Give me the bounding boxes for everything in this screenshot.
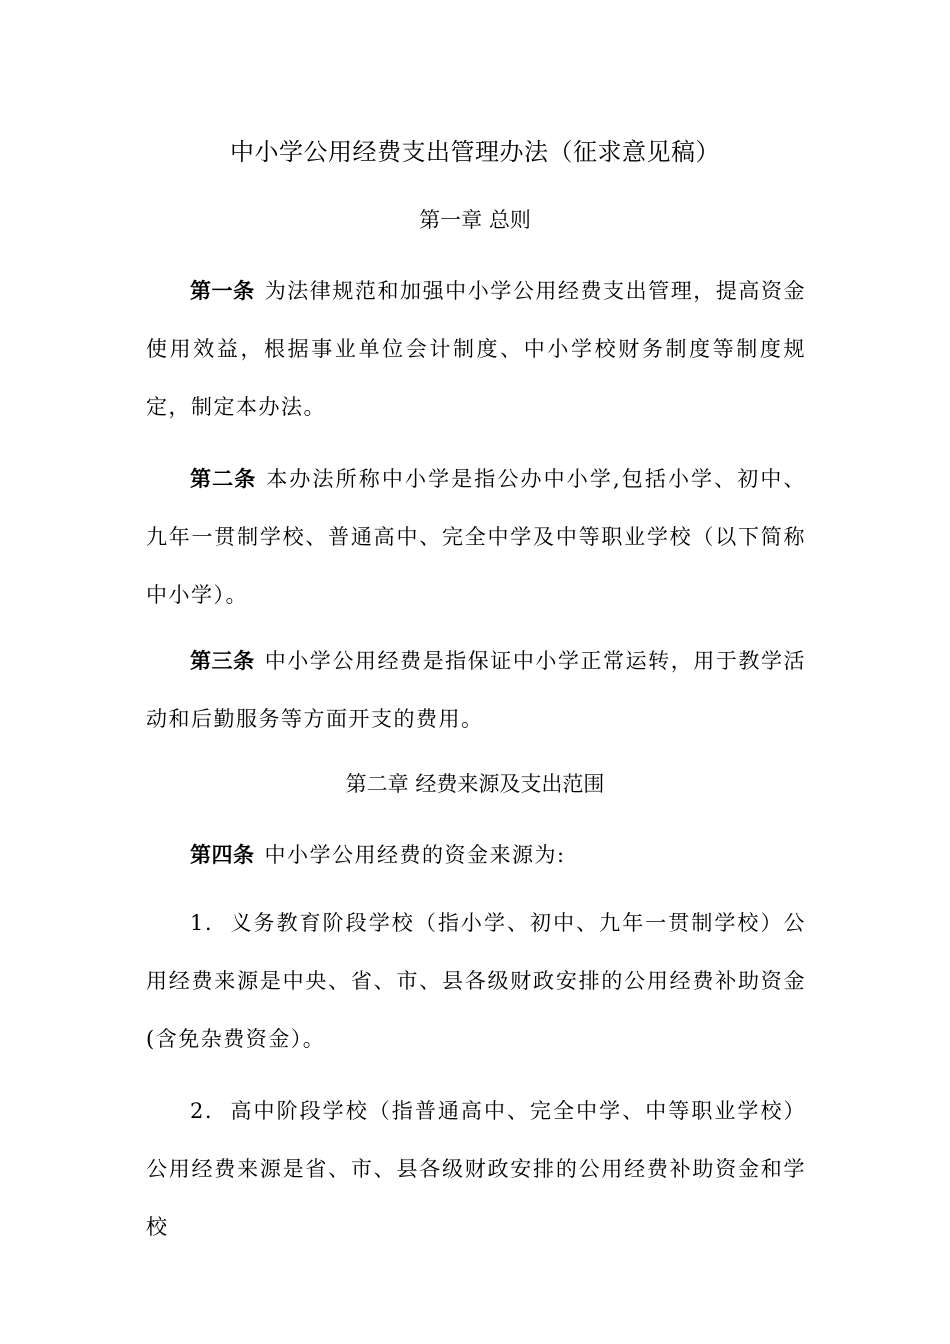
article-paragraph xyxy=(146,262,806,436)
list-item-number: 2. xyxy=(190,1099,214,1123)
article-label: 第一条 xyxy=(190,279,255,303)
article-label: 第三条 xyxy=(190,649,255,673)
list-item-text: 高中阶段学校（指普通高中、完全中学、中等职业学校）公用经费来源是省、市、县各级财政安排的公用经费补助资金和学校 xyxy=(146,1099,806,1239)
list-item-text: 义务教育阶段学校（指小学、初中、九年一贯制学校）公用经费来源是中央、省、市、县各级财政安排的公用经费补助资金(含免杂费资金）。 xyxy=(146,911,806,1051)
article-label: 第四条 xyxy=(190,843,255,867)
chapter-heading: 第一章 总则 xyxy=(419,208,531,232)
article-text: 本办法所称中小学是指公办中小学,包括小学、初中、九年一贯制学校、普通高中、完全中学及中等职业学校（以下简称中小学）。 xyxy=(146,467,806,607)
article-paragraph xyxy=(146,632,806,748)
article-paragraph xyxy=(146,826,806,884)
list-item-paragraph xyxy=(146,894,806,1068)
article-label: 第二条 xyxy=(190,467,257,491)
list-item-paragraph xyxy=(146,1082,806,1256)
document-title: 中小学公用经费支出管理办法（征求意见稿） xyxy=(230,138,720,166)
list-item-number: 1. xyxy=(190,911,214,935)
article-text: 中小学公用经费的资金来源为: xyxy=(264,843,566,867)
chapter-heading: 第二章 经费来源及支出范围 xyxy=(345,772,605,796)
article-paragraph xyxy=(146,450,806,624)
article-text: 为法律规范和加强中小学公用经费支出管理，提高资金使用效益，根据事业单位会计制度、中小学校财务制度等制度规定，制定本办法。 xyxy=(146,279,807,419)
article-text: 中小学公用经费是指保证中小学正常运转，用于教学活动和后勤服务等方面开支的费用。 xyxy=(146,649,807,731)
